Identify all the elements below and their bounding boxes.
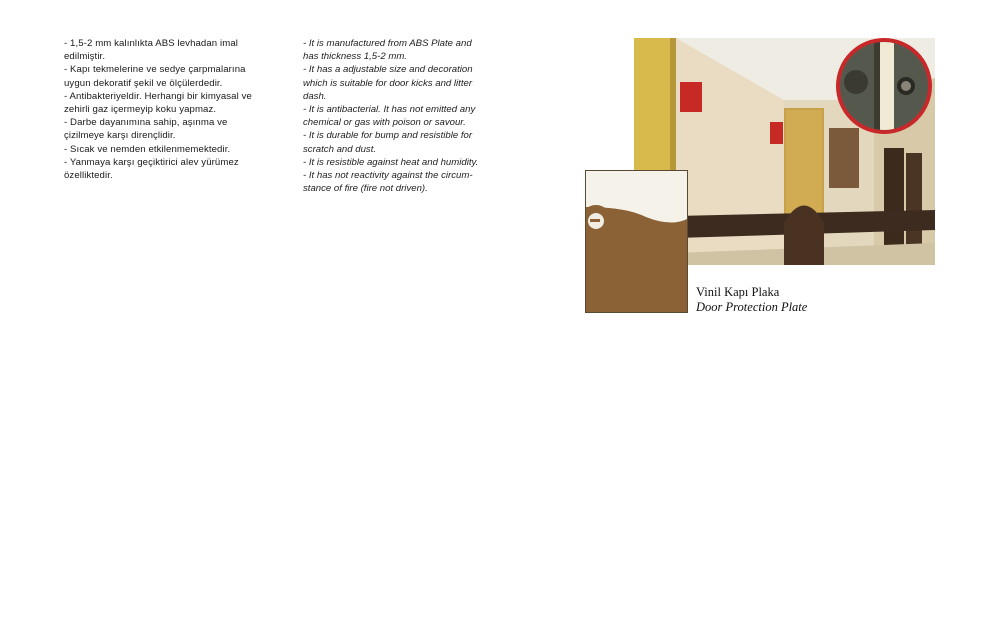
english-line: scratch and dust. — [303, 143, 377, 155]
turkish-line: - 1,5-2 mm kalınlıkta ABS levhadan imal — [64, 38, 238, 49]
turkish-line: - Antibakteriyeldir. Herhangi bir kimyasal ve — [64, 90, 252, 102]
caption-english: Door Protection Plate — [696, 300, 808, 314]
turkish-line: - Sıcak ve nemden etkilenmemektedir. — [64, 143, 231, 155]
english-line: - It has a adjustable size and decoration — [303, 64, 473, 76]
turkish-line: çizilmeye karşı dirençlidir. — [64, 130, 176, 142]
english-line: stance of fire (fire not driven). — [303, 183, 428, 195]
turkish-line: zehirli gaz içermeyip koku yapmaz. — [64, 104, 217, 116]
turkish-line: - Kapı tekmelerine ve sedye çarpmalarına — [64, 64, 246, 76]
zoom-detail-inset — [836, 38, 932, 134]
english-line: - It is manufactured from ABS Plate and — [303, 38, 472, 49]
english-line: - It is antibacterial. It has not emitted any — [303, 104, 476, 116]
turkish-line: - Yanmaya karşı geçiktirici alev yürümez — [64, 156, 239, 168]
english-line: - It is resistible against heat and humidity. — [303, 156, 479, 168]
turkish-feature-list — [64, 37, 292, 182]
turkish-line: edilmiştir. — [64, 51, 106, 63]
caption-turkish: Vinil Kapı Plaka — [696, 285, 780, 299]
english-line: chemical or gas with poison or savour. — [303, 117, 466, 129]
english-line: which is suitable for door kicks and litter — [303, 77, 473, 89]
image-caption — [696, 285, 807, 315]
english-feature-list — [303, 37, 518, 195]
turkish-line: - Darbe dayanımına sahip, aşınma ve — [64, 117, 228, 129]
english-line: - It is durable for bump and resistible for — [303, 130, 473, 142]
english-line: - It has not reactivity against the circum- — [303, 170, 473, 182]
english-line: dash. — [303, 90, 327, 102]
english-line: has thickness 1,5-2 mm. — [303, 51, 407, 63]
turkish-line: özelliktedir. — [64, 170, 113, 182]
plate-sample-image — [585, 170, 688, 313]
turkish-line: uygun dekoratif şekil ve ölçülerdedir. — [64, 77, 223, 89]
